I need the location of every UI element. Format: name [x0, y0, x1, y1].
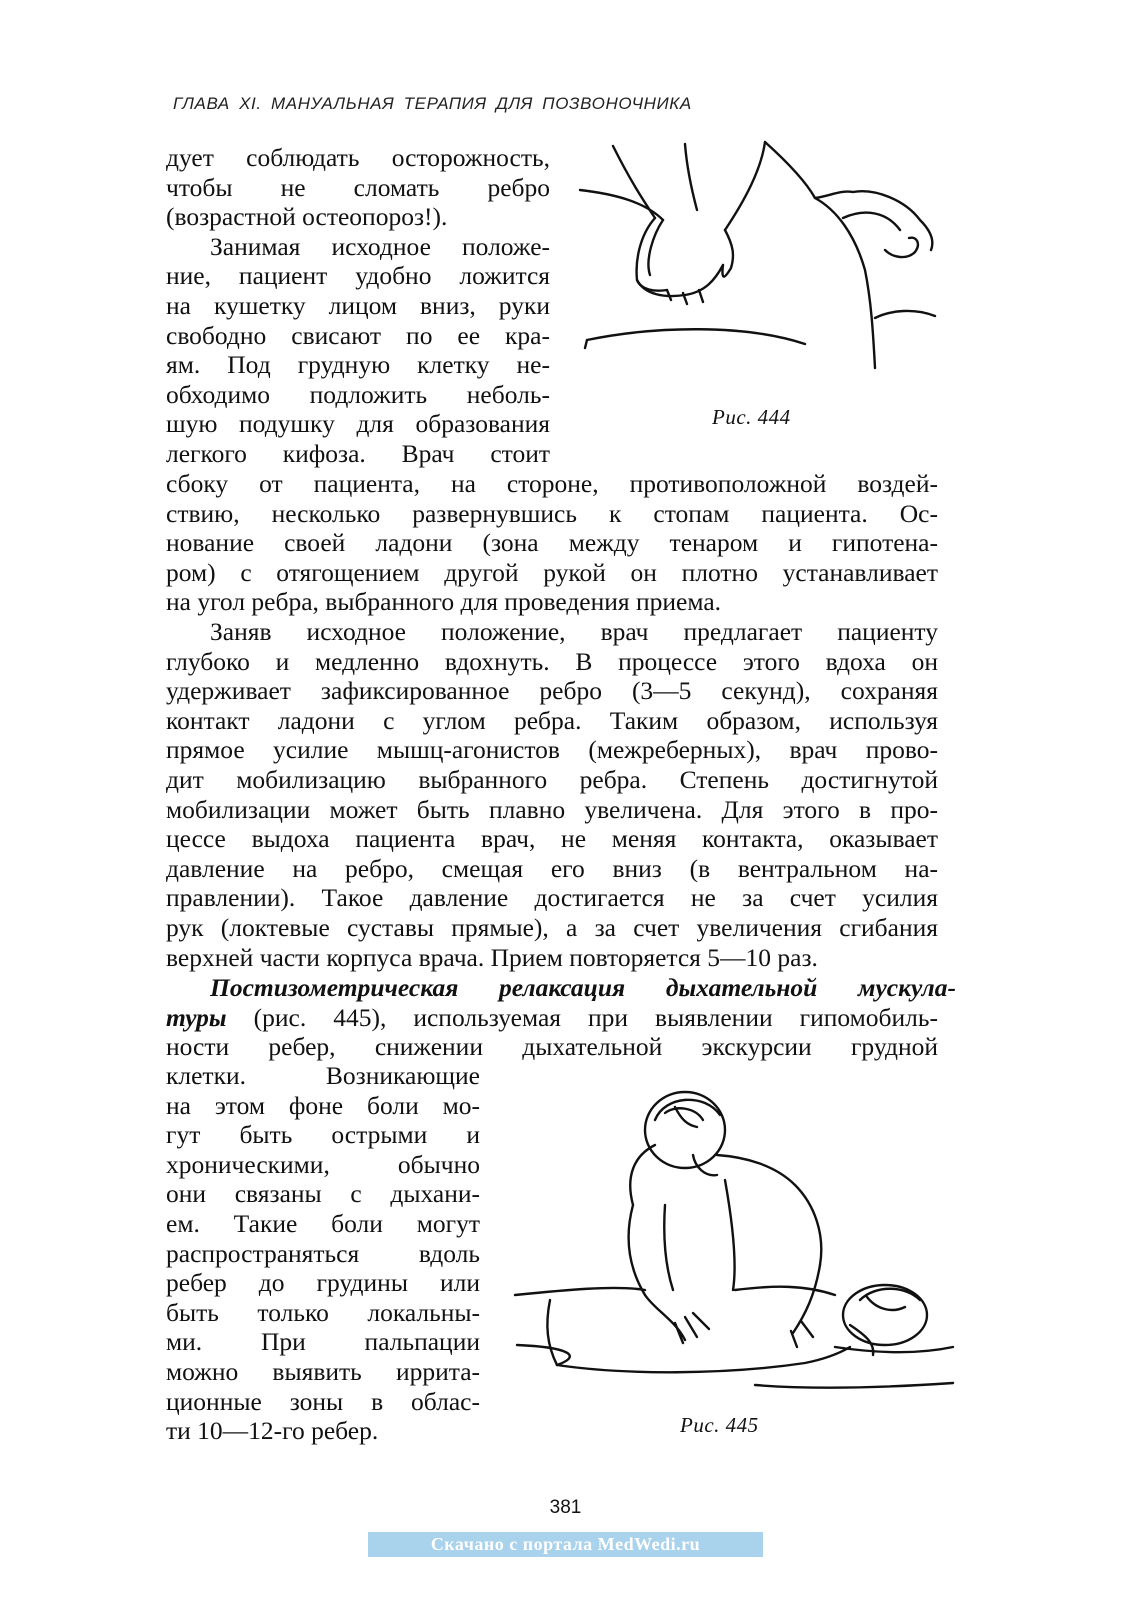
text-line: удерживает зафиксированное ребро (3—5 секунд), сохраняя [166, 676, 938, 706]
text-column-bottom [166, 1061, 480, 1446]
text-line: контакт ладони с углом ребра. Таким образом, используя [166, 705, 938, 735]
text-line [166, 1003, 938, 1033]
text-line: ности ребер, снижении дыхательной экскурсии грудной [166, 1032, 938, 1062]
text-line: Заняв исходное положение, врач предлагает пациенту [210, 617, 938, 646]
text-line: они связаны с дыхани- [166, 1179, 480, 1209]
text-line: обходимо подложить неболь- [166, 379, 550, 409]
text-line: ром) с отягощением другой рукой он плотно устанавливает [166, 557, 938, 587]
term-heading-end: туры [166, 1002, 227, 1032]
text-line: ям. Под грудную клетку не- [166, 350, 550, 380]
text-line: на кушетку лицом вниз, руки [166, 290, 550, 320]
text-line: можно выявить иррита- [166, 1356, 480, 1386]
text-line: ми. При пальпации [166, 1327, 480, 1357]
text-line: шую подушку для образования [166, 409, 550, 439]
text-line: дит мобилизацию выбранного ребра. Степень достигнутой [166, 764, 938, 794]
text-line: прямое усилие мышц-агонистов (межреберных), врач прово- [166, 735, 938, 765]
figure-444-illustration [575, 140, 945, 400]
text-span: (рис. 445), используемая при выявлении гипомобиль- [226, 1002, 938, 1032]
text-line: на угол ребра, выбранного для проведения приема. [166, 587, 722, 617]
text-line: цессе выдоха пациента врач, не меняя контакта, оказывает [166, 824, 938, 854]
figure-444-caption: Рис. 444 [712, 405, 791, 429]
text-line: рук (локтевые суставы прямые), а за счет увеличения сгибания [166, 912, 938, 942]
text-line: клетки. Возникающие [166, 1061, 480, 1090]
text-line: ние, пациент удобно ложится [166, 261, 550, 291]
text-paragraph-3 [166, 973, 956, 1062]
running-head: ГЛАВА XI. МАНУАЛЬНАЯ ТЕРАПИЯ ДЛЯ ПОЗВОНОЧНИКА [173, 94, 692, 113]
watermark-banner: Скачано с портала MedWedi.ru [368, 1532, 763, 1557]
text-line: давление на ребро, смещая его вниз (в вентральном на- [166, 853, 938, 883]
text-line: ти 10—12-го ребер. [166, 1416, 379, 1446]
text-line: свободно свисают по ее кра- [166, 320, 550, 350]
text-line: сбоку от пациента, на стороне, противоположной воздей- [166, 469, 938, 498]
text-line: ребер до грудины или [166, 1268, 480, 1298]
text-line: верхней части корпуса врача. Прием повторяется 5—10 раз. [166, 942, 818, 972]
text-line: правлении). Такое давление достигается не за счет усилия [166, 883, 938, 913]
figure-445-caption: Рис. 445 [680, 1413, 759, 1437]
text-line: Занимая исходное положе- [210, 231, 550, 261]
text-line: ем. Такие боли могут [166, 1208, 480, 1238]
text-line: на этом фоне боли мо- [166, 1090, 480, 1120]
text-paragraph-2 [166, 617, 938, 972]
page-number: 381 [549, 1497, 582, 1518]
text-line: (возрастной остеопороз!). [166, 202, 448, 232]
text-paragraph-1 [166, 469, 938, 617]
text-line: гут быть острыми и [166, 1120, 480, 1150]
text-line: глубоко и медленно вдохнуть. В процессе этого вдоха он [166, 646, 938, 676]
text-line: дует соблюдать осторожность, [166, 143, 550, 172]
figure-445-illustration [505, 1085, 955, 1400]
text-line: легкого кифоза. Врач стоит [166, 438, 550, 468]
text-line: нование своей ладони (зона между тенаром и гипотена- [166, 528, 938, 558]
text-column-top [166, 143, 550, 469]
text-line: ционные зоны в облас- [166, 1386, 480, 1416]
term-heading: Постизометрическая релаксация дыхательной мускула- [210, 973, 956, 1002]
text-line: мобилизации может быть плавно увеличена. Для этого в про- [166, 794, 938, 824]
text-line: быть только локальны- [166, 1297, 480, 1327]
text-line: распространяться вдоль [166, 1238, 480, 1268]
text-line: хроническими, обычно [166, 1149, 480, 1179]
text-line: чтобы не сломать ребро [166, 172, 550, 202]
text-line: ствию, несколько развернувшись к стопам пациента. Ос- [166, 498, 938, 528]
